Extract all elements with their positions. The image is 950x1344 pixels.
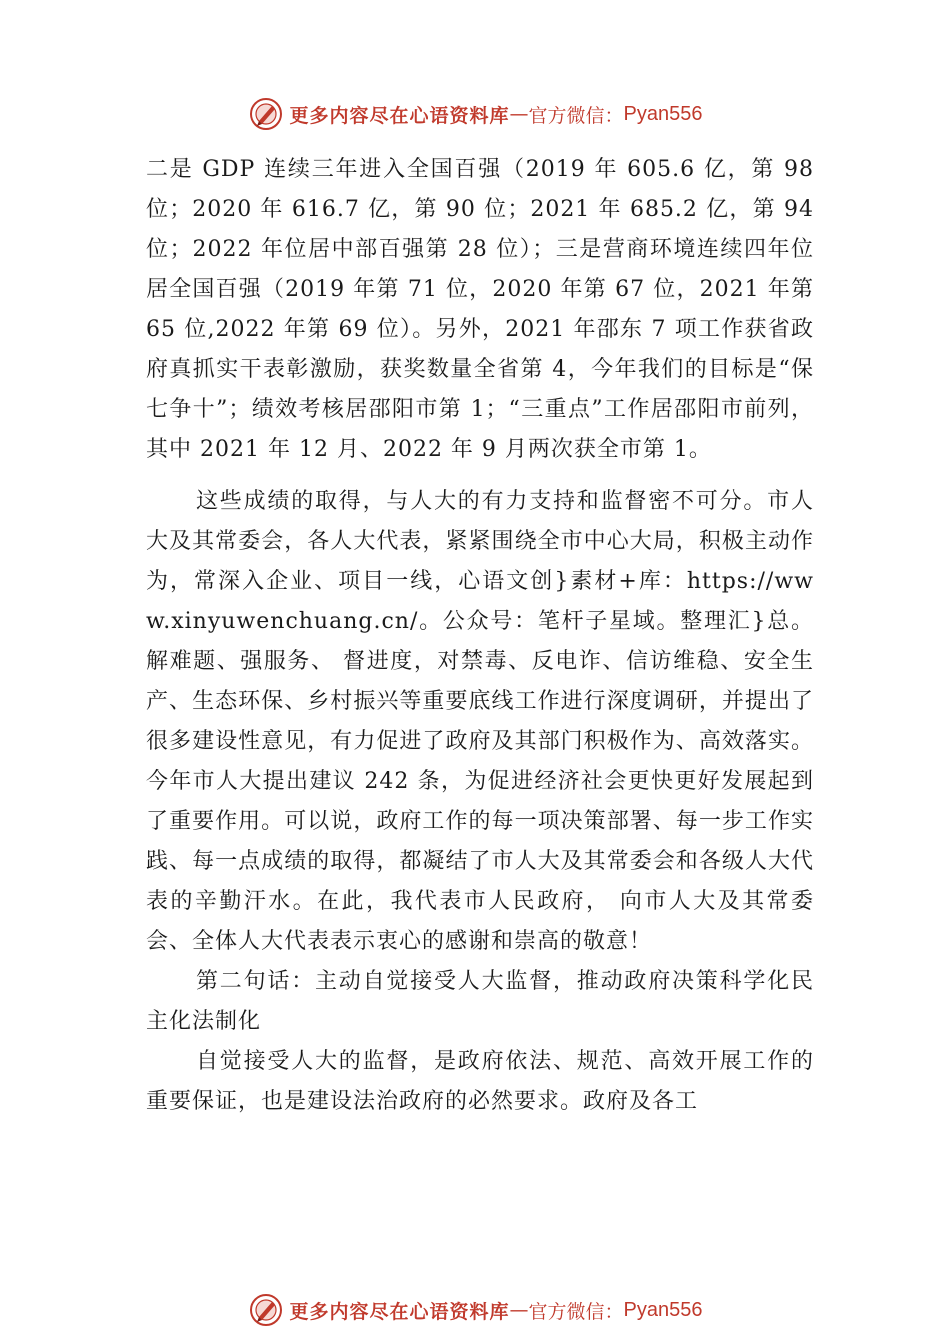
header-wechat-id: Pyan556 xyxy=(623,102,703,125)
footer-brand-text: 更多内容尽在心语资料库 xyxy=(289,1300,510,1323)
section-heading: 第二句话：主动自觉接受人大监督，推动政府决策科学化民主化法制化 xyxy=(146,969,814,1034)
document-body xyxy=(146,150,814,1122)
paragraph-supervision: 自觉接受人大的监督，是政府依法、规范、高效开展工作的重要保证，也是建设法治政府的必然要求。政府及各工 xyxy=(146,1049,814,1114)
header-wechat-label: 官方微信： xyxy=(528,104,624,127)
footer-wechat-id: Pyan556 xyxy=(623,1298,703,1321)
paragraph-gdp: 二是 GDP 连续三年进入全国百强（2019 年 605.6 亿，第 98 位；2020 年 616.7 亿，第 90 位；2021 年 685.2 亿，第 94 位；2022 年位居中部百强第 28 位）；三是营商环境连续四年位居全国百强（2019 年第 71 位，2020 年第 67 位，2021 年第 65 位,2022 年第 69 位）。另外，2021 年邵东 7 项工作获省政府真抓实干表彰激励，获奖数量全省第 4，今年我们的目标是“保七争十”；绩效考核居邵阳市第 1；“三重点”工作居邵阳市前列，其中 2021 年 12 月、2022 年 9 月两次获全市第 1。 xyxy=(146,157,814,462)
brand-logo-icon xyxy=(248,1292,284,1328)
brand-logo-icon xyxy=(248,96,284,132)
footer-wechat-label: 官方微信： xyxy=(528,1300,624,1323)
header-brand-text: 更多内容尽在心语资料库 xyxy=(289,104,510,127)
footer-banner xyxy=(0,1290,950,1330)
paragraph-achievements: 这些成绩的取得，与人大的有力支持和监督密不可分。市人大及其常委会，各人大代表，紧紧围绕全市中心大局，积极主动作为，常深入企业、项目一线，心语文创}素材+库：https://www.xinyuwenchuang.cn/。公众号：笔杆子星域。整理汇}总。解难题、强服务、 督进度，对禁毒、反电诈、信访维稳、安全生产、生态环保、乡村振兴等重要底线工作进行深度调研，并提出了很多建设性意见，有力促进了政府及其部门积极作为、高效落实。今年市人大提出建议 242 条，为促进经济社会更快更好发展起到了重要作用。可以说，政府工作的每一项决策部署、每一步工作实践、每一点成绩的取得，都凝结了市人大及其常委会和各级人大代表的辛勤汗水。在此，我代表市人民政府， 向市人大及其常委会、全体人大代表表示衷心的感谢和崇高的敬意！ xyxy=(146,489,814,954)
header-banner xyxy=(0,94,950,134)
header-dash: — xyxy=(509,103,529,125)
footer-dash: — xyxy=(509,1299,529,1321)
